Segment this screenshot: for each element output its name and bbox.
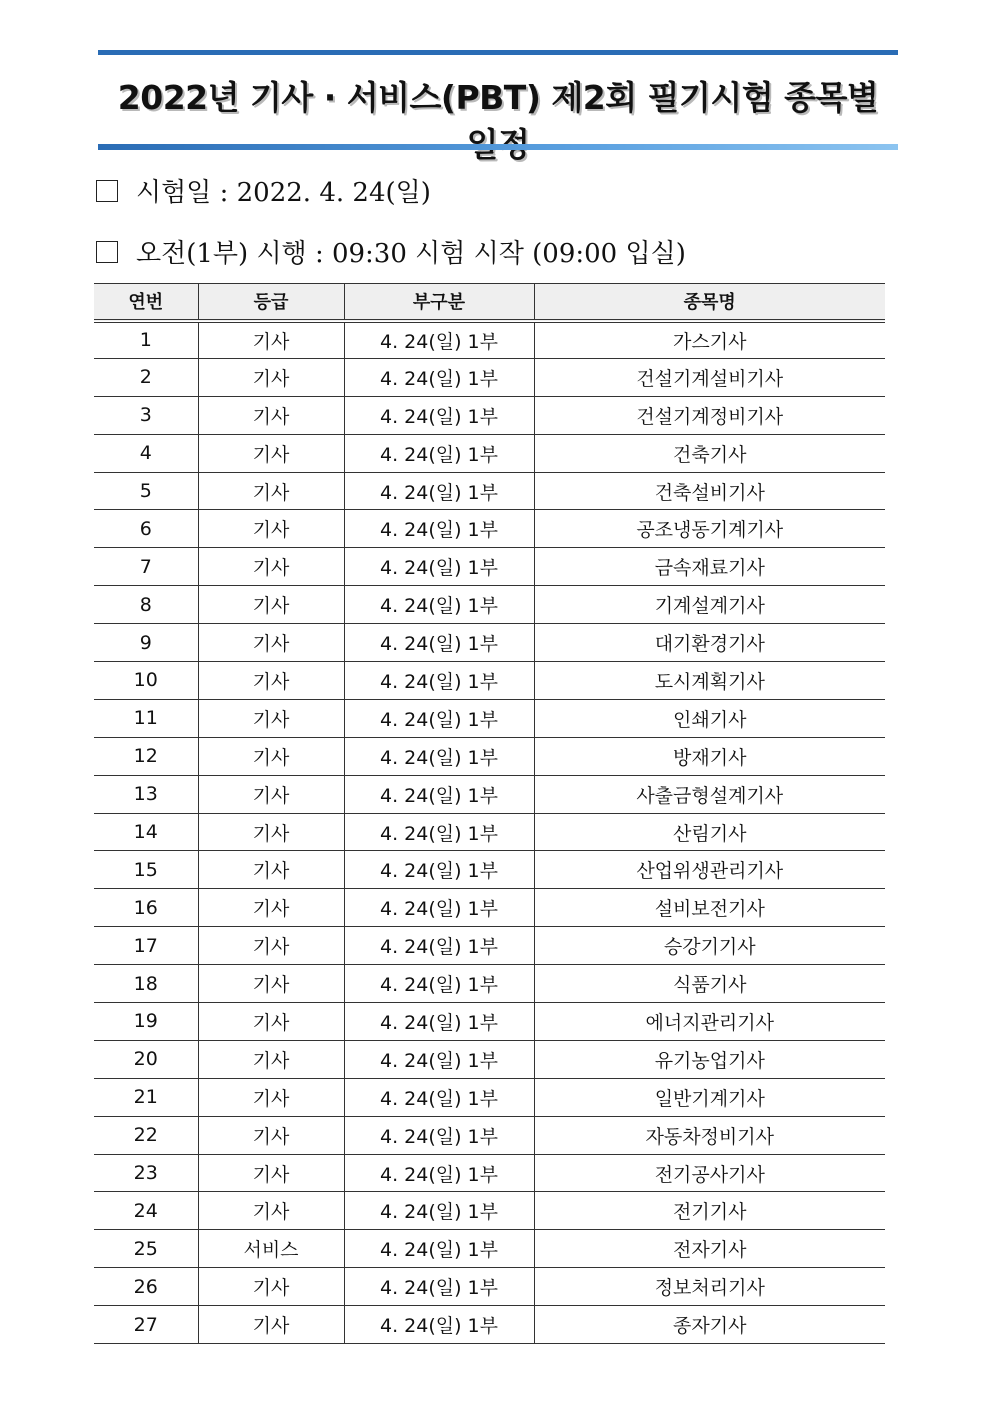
cell-subject: 기계설계기사 [534, 586, 885, 624]
cell-subject: 대기환경기사 [534, 624, 885, 662]
cell-grade: 기사 [198, 624, 344, 662]
cell-number: 8 [94, 586, 198, 624]
cell-subject: 공조냉동기계기사 [534, 510, 885, 548]
cell-grade: 기사 [198, 396, 344, 434]
cell-number: 21 [94, 1078, 198, 1116]
title-rule-bottom [98, 144, 898, 150]
table-row [94, 1078, 885, 1116]
cell-grade: 기사 [198, 1040, 344, 1078]
cell-number: 3 [94, 396, 198, 434]
table-row [94, 699, 885, 737]
cell-grade: 기사 [198, 434, 344, 472]
cell-number: 12 [94, 737, 198, 775]
cell-session: 4. 24(일) 1부 [344, 662, 534, 700]
cell-number: 6 [94, 510, 198, 548]
cell-grade: 기사 [198, 358, 344, 396]
cell-number: 15 [94, 851, 198, 889]
cell-subject: 유기농업기사 [534, 1040, 885, 1078]
cell-subject: 설비보전기사 [534, 889, 885, 927]
cell-number: 2 [94, 358, 198, 396]
cell-subject: 건축설비기사 [534, 472, 885, 510]
cell-grade: 기사 [198, 321, 344, 359]
table-row [94, 775, 885, 813]
cell-session: 4. 24(일) 1부 [344, 851, 534, 889]
cell-grade: 기사 [198, 1192, 344, 1230]
cell-number: 10 [94, 662, 198, 700]
cell-grade: 기사 [198, 737, 344, 775]
cell-subject: 전자기사 [534, 1230, 885, 1268]
table-row [94, 851, 885, 889]
table-row [94, 737, 885, 775]
cell-number: 20 [94, 1040, 198, 1078]
table-row [94, 434, 885, 472]
header-grade: 등급 [198, 284, 344, 321]
cell-grade: 기사 [198, 889, 344, 927]
table-row [94, 889, 885, 927]
table-row [94, 1154, 885, 1192]
table-row [94, 510, 885, 548]
cell-number: 22 [94, 1116, 198, 1154]
cell-session: 4. 24(일) 1부 [344, 624, 534, 662]
cell-session: 4. 24(일) 1부 [344, 889, 534, 927]
cell-session: 4. 24(일) 1부 [344, 472, 534, 510]
exam-date-text: 시험일 : 2022. 4. 24(일) [136, 178, 431, 208]
cell-number: 13 [94, 775, 198, 813]
cell-subject: 전기공사기사 [534, 1154, 885, 1192]
session-line [96, 233, 686, 270]
cell-number: 4 [94, 434, 198, 472]
cell-number: 9 [94, 624, 198, 662]
table-header-row [94, 284, 885, 321]
checkbox-square-icon [96, 241, 118, 263]
table-row [94, 1040, 885, 1078]
session-text: 오전(1부) 시행 : 09:30 시험 시작 (09:00 입실) [136, 239, 686, 269]
cell-subject: 식품기사 [534, 965, 885, 1003]
cell-number: 19 [94, 1003, 198, 1041]
cell-number: 1 [94, 321, 198, 359]
title-rule-top [98, 50, 898, 55]
cell-session: 4. 24(일) 1부 [344, 586, 534, 624]
cell-grade: 기사 [198, 965, 344, 1003]
cell-session: 4. 24(일) 1부 [344, 321, 534, 359]
cell-session: 4. 24(일) 1부 [344, 965, 534, 1003]
header-number: 연번 [94, 284, 198, 321]
cell-session: 4. 24(일) 1부 [344, 699, 534, 737]
cell-grade: 기사 [198, 472, 344, 510]
cell-session: 4. 24(일) 1부 [344, 434, 534, 472]
table-row [94, 321, 885, 359]
cell-number: 11 [94, 699, 198, 737]
cell-subject: 가스기사 [534, 321, 885, 359]
cell-session: 4. 24(일) 1부 [344, 548, 534, 586]
cell-grade: 기사 [198, 1003, 344, 1041]
cell-grade: 기사 [198, 548, 344, 586]
cell-subject: 에너지관리기사 [534, 1003, 885, 1041]
cell-session: 4. 24(일) 1부 [344, 1306, 534, 1344]
table-row [94, 927, 885, 965]
page-title: 2022년 기사 · 서비스(PBT) 제2회 필기시험 종목별 [117, 78, 879, 117]
cell-number: 24 [94, 1192, 198, 1230]
table-row [94, 472, 885, 510]
cell-subject: 금속재료기사 [534, 548, 885, 586]
table-row [94, 813, 885, 851]
cell-number: 14 [94, 813, 198, 851]
cell-session: 4. 24(일) 1부 [344, 737, 534, 775]
cell-session: 4. 24(일) 1부 [344, 1078, 534, 1116]
cell-session: 4. 24(일) 1부 [344, 1154, 534, 1192]
cell-grade: 서비스 [198, 1230, 344, 1268]
cell-subject: 자동차정비기사 [534, 1116, 885, 1154]
cell-number: 17 [94, 927, 198, 965]
cell-grade: 기사 [198, 927, 344, 965]
cell-session: 4. 24(일) 1부 [344, 1230, 534, 1268]
table-row [94, 965, 885, 1003]
header-subject: 종목명 [534, 284, 885, 321]
cell-grade: 기사 [198, 510, 344, 548]
cell-grade: 기사 [198, 699, 344, 737]
cell-grade: 기사 [198, 851, 344, 889]
cell-session: 4. 24(일) 1부 [344, 358, 534, 396]
cell-subject: 승강기기사 [534, 927, 885, 965]
cell-subject: 도시계획기사 [534, 662, 885, 700]
table-row [94, 1268, 885, 1306]
cell-session: 4. 24(일) 1부 [344, 396, 534, 434]
cell-session: 4. 24(일) 1부 [344, 510, 534, 548]
cell-subject: 건축기사 [534, 434, 885, 472]
cell-grade: 기사 [198, 1116, 344, 1154]
cell-grade: 기사 [198, 1078, 344, 1116]
cell-subject: 산림기사 [534, 813, 885, 851]
cell-subject: 산업위생관리기사 [534, 851, 885, 889]
cell-subject: 종자기사 [534, 1306, 885, 1344]
cell-subject: 사출금형설계기사 [534, 775, 885, 813]
cell-grade: 기사 [198, 1306, 344, 1344]
table-row [94, 586, 885, 624]
table-row [94, 396, 885, 434]
table-row [94, 1192, 885, 1230]
cell-grade: 기사 [198, 1268, 344, 1306]
cell-grade: 기사 [198, 1154, 344, 1192]
cell-number: 16 [94, 889, 198, 927]
cell-number: 26 [94, 1268, 198, 1306]
cell-subject: 일반기계기사 [534, 1078, 885, 1116]
cell-subject: 인쇄기사 [534, 699, 885, 737]
table-row [94, 624, 885, 662]
cell-number: 25 [94, 1230, 198, 1268]
cell-session: 4. 24(일) 1부 [344, 1116, 534, 1154]
cell-grade: 기사 [198, 775, 344, 813]
table-row [94, 662, 885, 700]
table-row [94, 1116, 885, 1154]
schedule-table [94, 283, 885, 1344]
cell-session: 4. 24(일) 1부 [344, 813, 534, 851]
header-session: 부구분 [344, 284, 534, 321]
table-row [94, 1003, 885, 1041]
cell-grade: 기사 [198, 586, 344, 624]
cell-number: 27 [94, 1306, 198, 1344]
cell-subject: 정보처리기사 [534, 1268, 885, 1306]
cell-grade: 기사 [198, 662, 344, 700]
table-row [94, 1230, 885, 1268]
title-block [98, 50, 898, 152]
cell-session: 4. 24(일) 1부 [344, 1003, 534, 1041]
cell-grade: 기사 [198, 813, 344, 851]
cell-session: 4. 24(일) 1부 [344, 1192, 534, 1230]
table-row [94, 548, 885, 586]
cell-number: 18 [94, 965, 198, 1003]
cell-session: 4. 24(일) 1부 [344, 927, 534, 965]
cell-number: 7 [94, 548, 198, 586]
cell-subject: 전기기사 [534, 1192, 885, 1230]
cell-session: 4. 24(일) 1부 [344, 1040, 534, 1078]
cell-subject: 건설기계정비기사 [534, 396, 885, 434]
cell-session: 4. 24(일) 1부 [344, 775, 534, 813]
cell-session: 4. 24(일) 1부 [344, 1268, 534, 1306]
table-row [94, 358, 885, 396]
cell-subject: 방재기사 [534, 737, 885, 775]
table-row [94, 1306, 885, 1344]
checkbox-square-icon [96, 180, 118, 202]
cell-number: 23 [94, 1154, 198, 1192]
cell-subject: 건설기계설비기사 [534, 358, 885, 396]
cell-number: 5 [94, 472, 198, 510]
exam-date-line [96, 172, 431, 209]
